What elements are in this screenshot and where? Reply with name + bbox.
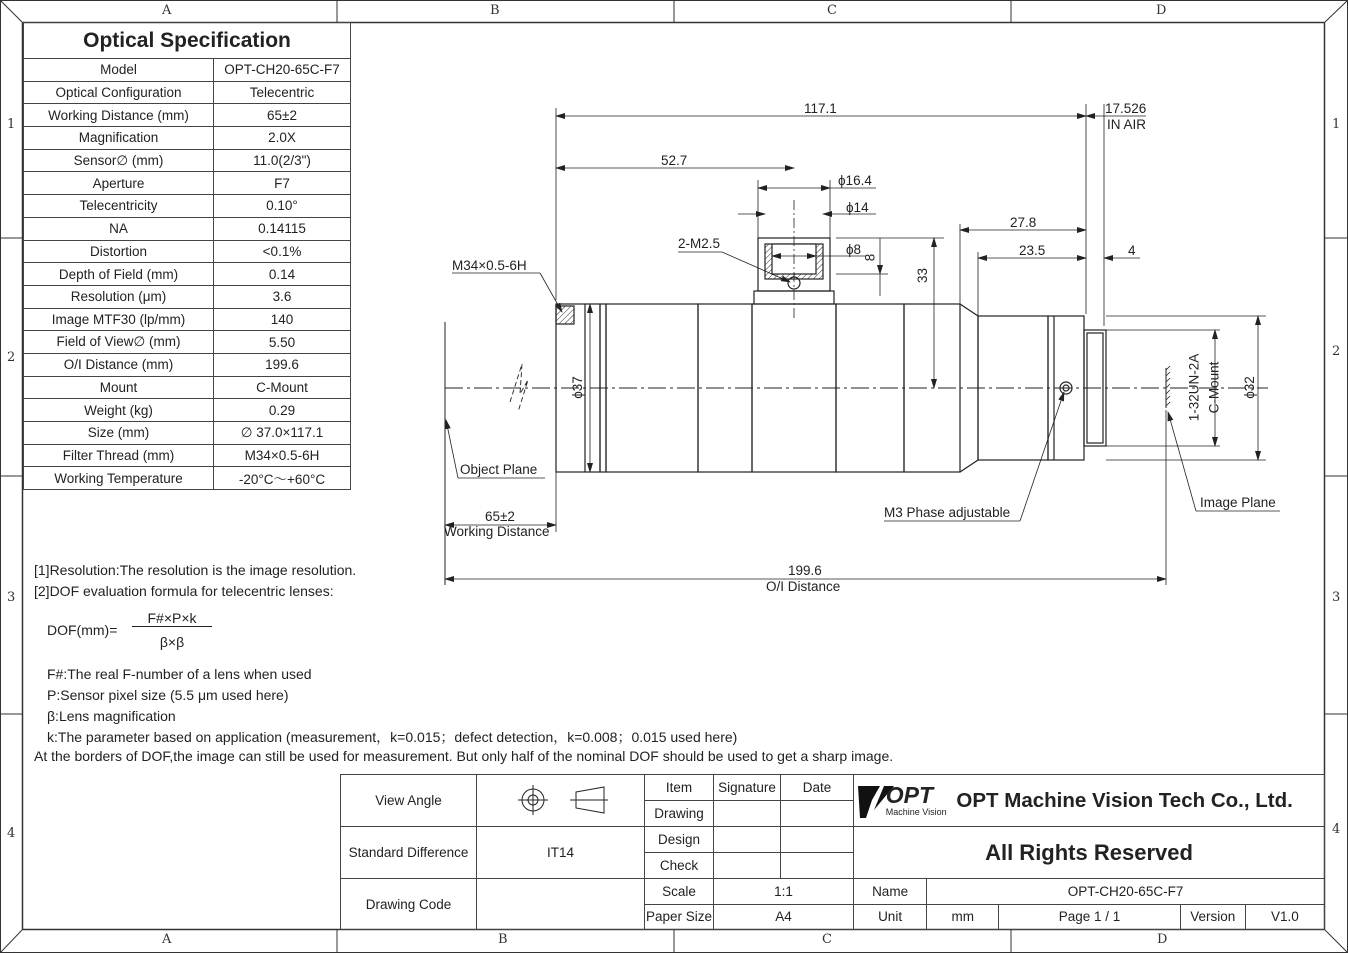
note-resolution: [1]Resolution:The resolution is the image resolution. [34, 562, 357, 578]
label-mount-type: C-Mount [1206, 361, 1222, 414]
dim-knob-mid-dia: ϕ14 [846, 200, 869, 215]
formula-numerator: F#×P×k [132, 610, 212, 627]
zone-row-2-left: 2 [7, 350, 16, 365]
drawing-label: Drawing [645, 801, 714, 827]
label-object-plane: Object Plane [460, 462, 538, 477]
std-diff-label: Standard Difference [341, 827, 477, 879]
spec-key: O/I Distance (mm) [24, 353, 214, 376]
label-filter-thread: M34×0.5-6H [452, 258, 527, 273]
dim-knob-center-height: 33 [915, 267, 931, 284]
dim-knob-inner-dia: ϕ8 [846, 242, 862, 257]
dim-back-focal: 17.526 [1105, 101, 1147, 116]
legend-pixel-size: P:Sensor pixel size (5.5 μm used here) [47, 687, 289, 703]
spec-value: 199.6 [214, 353, 351, 376]
zone-col-a-top: A [162, 3, 172, 18]
dim-back-focal-note: IN AIR [1107, 117, 1147, 132]
signature-header: Signature [714, 775, 781, 801]
drawing-code-label: Drawing Code [341, 879, 477, 930]
dim-mount-length: 4 [1128, 243, 1136, 258]
dim-knob-height: 8 [862, 253, 878, 262]
label-screw-holes: 2-M2.5 [678, 236, 721, 251]
spec-key: Model [24, 59, 214, 82]
note-dof-borders: At the borders of DOF,the image can still be used for measurement. But only half of the nominal DOF should be used to get a sharp image. [34, 748, 894, 764]
zone-col-b-bottom: B [498, 932, 508, 947]
drawing-code-value [477, 879, 645, 930]
spec-key: Aperture [24, 172, 214, 195]
dim-mount-dia: ϕ32 [1241, 376, 1257, 399]
spec-value: Telecentric [214, 81, 351, 104]
spec-value: 2.0X [214, 127, 351, 150]
label-phase-adjust: M3 Phase adjustable [884, 505, 1011, 520]
paper-size-label: Paper Size [645, 904, 714, 930]
spec-value: 5.50 [214, 331, 351, 354]
legend-magnification: β:Lens magnification [47, 708, 176, 724]
zone-row-4-right: 4 [1332, 822, 1341, 837]
zone-row-3-left: 3 [7, 590, 16, 605]
zone-row-3-right: 3 [1332, 590, 1341, 605]
dim-working-distance: 65±2 [485, 509, 515, 524]
spec-key: Depth of Field (mm) [24, 263, 214, 286]
item-header: Item [645, 775, 714, 801]
spec-value: M34×0.5-6H [214, 444, 351, 467]
logo-subtext: Machine Vision [885, 806, 947, 817]
check-date [781, 853, 854, 879]
zone-col-c-top: C [827, 3, 837, 18]
spec-value: 0.14 [214, 263, 351, 286]
label-oi-distance: O/I Distance [766, 579, 841, 594]
dim-body-dia: ϕ37 [569, 376, 585, 399]
label-thread-spec: 1-32UN-2A [1186, 353, 1202, 422]
notes-block [34, 560, 356, 602]
dim-knob-position: 52.7 [661, 153, 688, 168]
version-value: V1.0 [1245, 904, 1324, 930]
check-signature [714, 853, 781, 879]
spec-value: 0.10° [214, 195, 351, 218]
dim-rear-length: 27.8 [1010, 215, 1037, 230]
spec-value: F7 [214, 172, 351, 195]
design-date [781, 827, 854, 853]
spec-key: Mount [24, 376, 214, 399]
zone-col-c-bottom: C [822, 932, 832, 947]
check-label: Check [645, 853, 714, 879]
zone-row-1-right: 1 [1332, 117, 1341, 132]
spec-key: Image MTF30 (lp/mm) [24, 308, 214, 331]
design-signature [714, 827, 781, 853]
drawing-signature [714, 801, 781, 827]
spec-value: 140 [214, 308, 351, 331]
label-image-plane: Image Plane [1200, 495, 1276, 510]
spec-key: Sensor∅ (mm) [24, 149, 214, 172]
spec-key: NA [24, 217, 214, 240]
page-number: Page 1 / 1 [999, 904, 1180, 930]
unit-value: mm [927, 904, 999, 930]
spec-key: Magnification [24, 127, 214, 150]
spec-key: Telecentricity [24, 195, 214, 218]
rights-text: All Rights Reserved [854, 827, 1325, 879]
company-name: OPT Machine Vision Tech Co., Ltd. [956, 788, 1293, 812]
zone-row-2-right: 2 [1332, 344, 1341, 359]
label-working-distance: Working Distance [444, 524, 550, 539]
spec-value: 0.29 [214, 399, 351, 422]
scale-value: 1:1 [714, 879, 854, 905]
dim-overall-length: 117.1 [804, 101, 837, 116]
version-label: Version [1180, 904, 1245, 930]
formula-legend [47, 664, 737, 748]
drawing-date [781, 801, 854, 827]
spec-key: Working Distance (mm) [24, 104, 214, 127]
title-block [340, 774, 1325, 930]
unit-label: Unit [854, 904, 927, 930]
spec-value: 0.14115 [214, 217, 351, 240]
zone-row-1-left: 1 [7, 117, 16, 132]
name-value: OPT-CH20-65C-F7 [927, 879, 1325, 905]
design-label: Design [645, 827, 714, 853]
spec-key: Size (mm) [24, 422, 214, 445]
spec-value: <0.1% [214, 240, 351, 263]
spec-key: Optical Configuration [24, 81, 214, 104]
spec-value: ∅ 37.0×117.1 [214, 422, 351, 445]
spec-key: Weight (kg) [24, 399, 214, 422]
zone-col-d-bottom: D [1157, 932, 1168, 947]
legend-f-number: F#:The real F-number of a lens when used [47, 666, 312, 682]
legend-k-parameter: k:The parameter based on application (measurement，k=0.015；defect detection，k=0.008；0.015 used here) [47, 729, 738, 745]
lens-body [445, 200, 1268, 585]
zone-row-4-left: 4 [7, 826, 16, 841]
zone-col-a-bottom: A [162, 932, 172, 947]
zone-col-b-top: B [490, 3, 500, 18]
view-angle-symbol [477, 775, 645, 827]
formula-denominator: β×β [159, 634, 185, 650]
name-label: Name [854, 879, 927, 905]
std-diff-value: IT14 [477, 827, 645, 879]
spec-key: Working Temperature [24, 467, 214, 490]
dim-oi-distance: 199.6 [788, 563, 822, 578]
formula-lhs: DOF(mm)= [47, 622, 118, 638]
spec-value: C-Mount [214, 376, 351, 399]
spec-title: Optical Specification [24, 23, 351, 59]
spec-key: Distortion [24, 240, 214, 263]
spec-key: Resolution (μm) [24, 285, 214, 308]
optical-spec-table [23, 22, 351, 490]
spec-value: -20°C～+60°C [214, 467, 351, 490]
dim-knob-outer-dia: ϕ16.4 [838, 173, 872, 188]
view-angle-label: View Angle [341, 775, 477, 827]
logo-text: OPT [885, 781, 934, 808]
spec-key: Field of View∅ (mm) [24, 331, 214, 354]
spec-key: Filter Thread (mm) [24, 444, 214, 467]
note-dof: [2]DOF evaluation formula for telecentric lenses: [34, 583, 334, 599]
spec-value: 3.6 [214, 285, 351, 308]
date-header: Date [781, 775, 854, 801]
spec-value: 11.0(2/3") [214, 149, 351, 172]
company-cell [854, 775, 1325, 827]
spec-value: 65±2 [214, 104, 351, 127]
zone-col-d-top: D [1156, 3, 1167, 18]
spec-value: OPT-CH20-65C-F7 [214, 59, 351, 82]
paper-size-value: A4 [714, 904, 854, 930]
scale-label: Scale [645, 879, 714, 905]
dim-rear-length-2: 23.5 [1019, 243, 1046, 258]
